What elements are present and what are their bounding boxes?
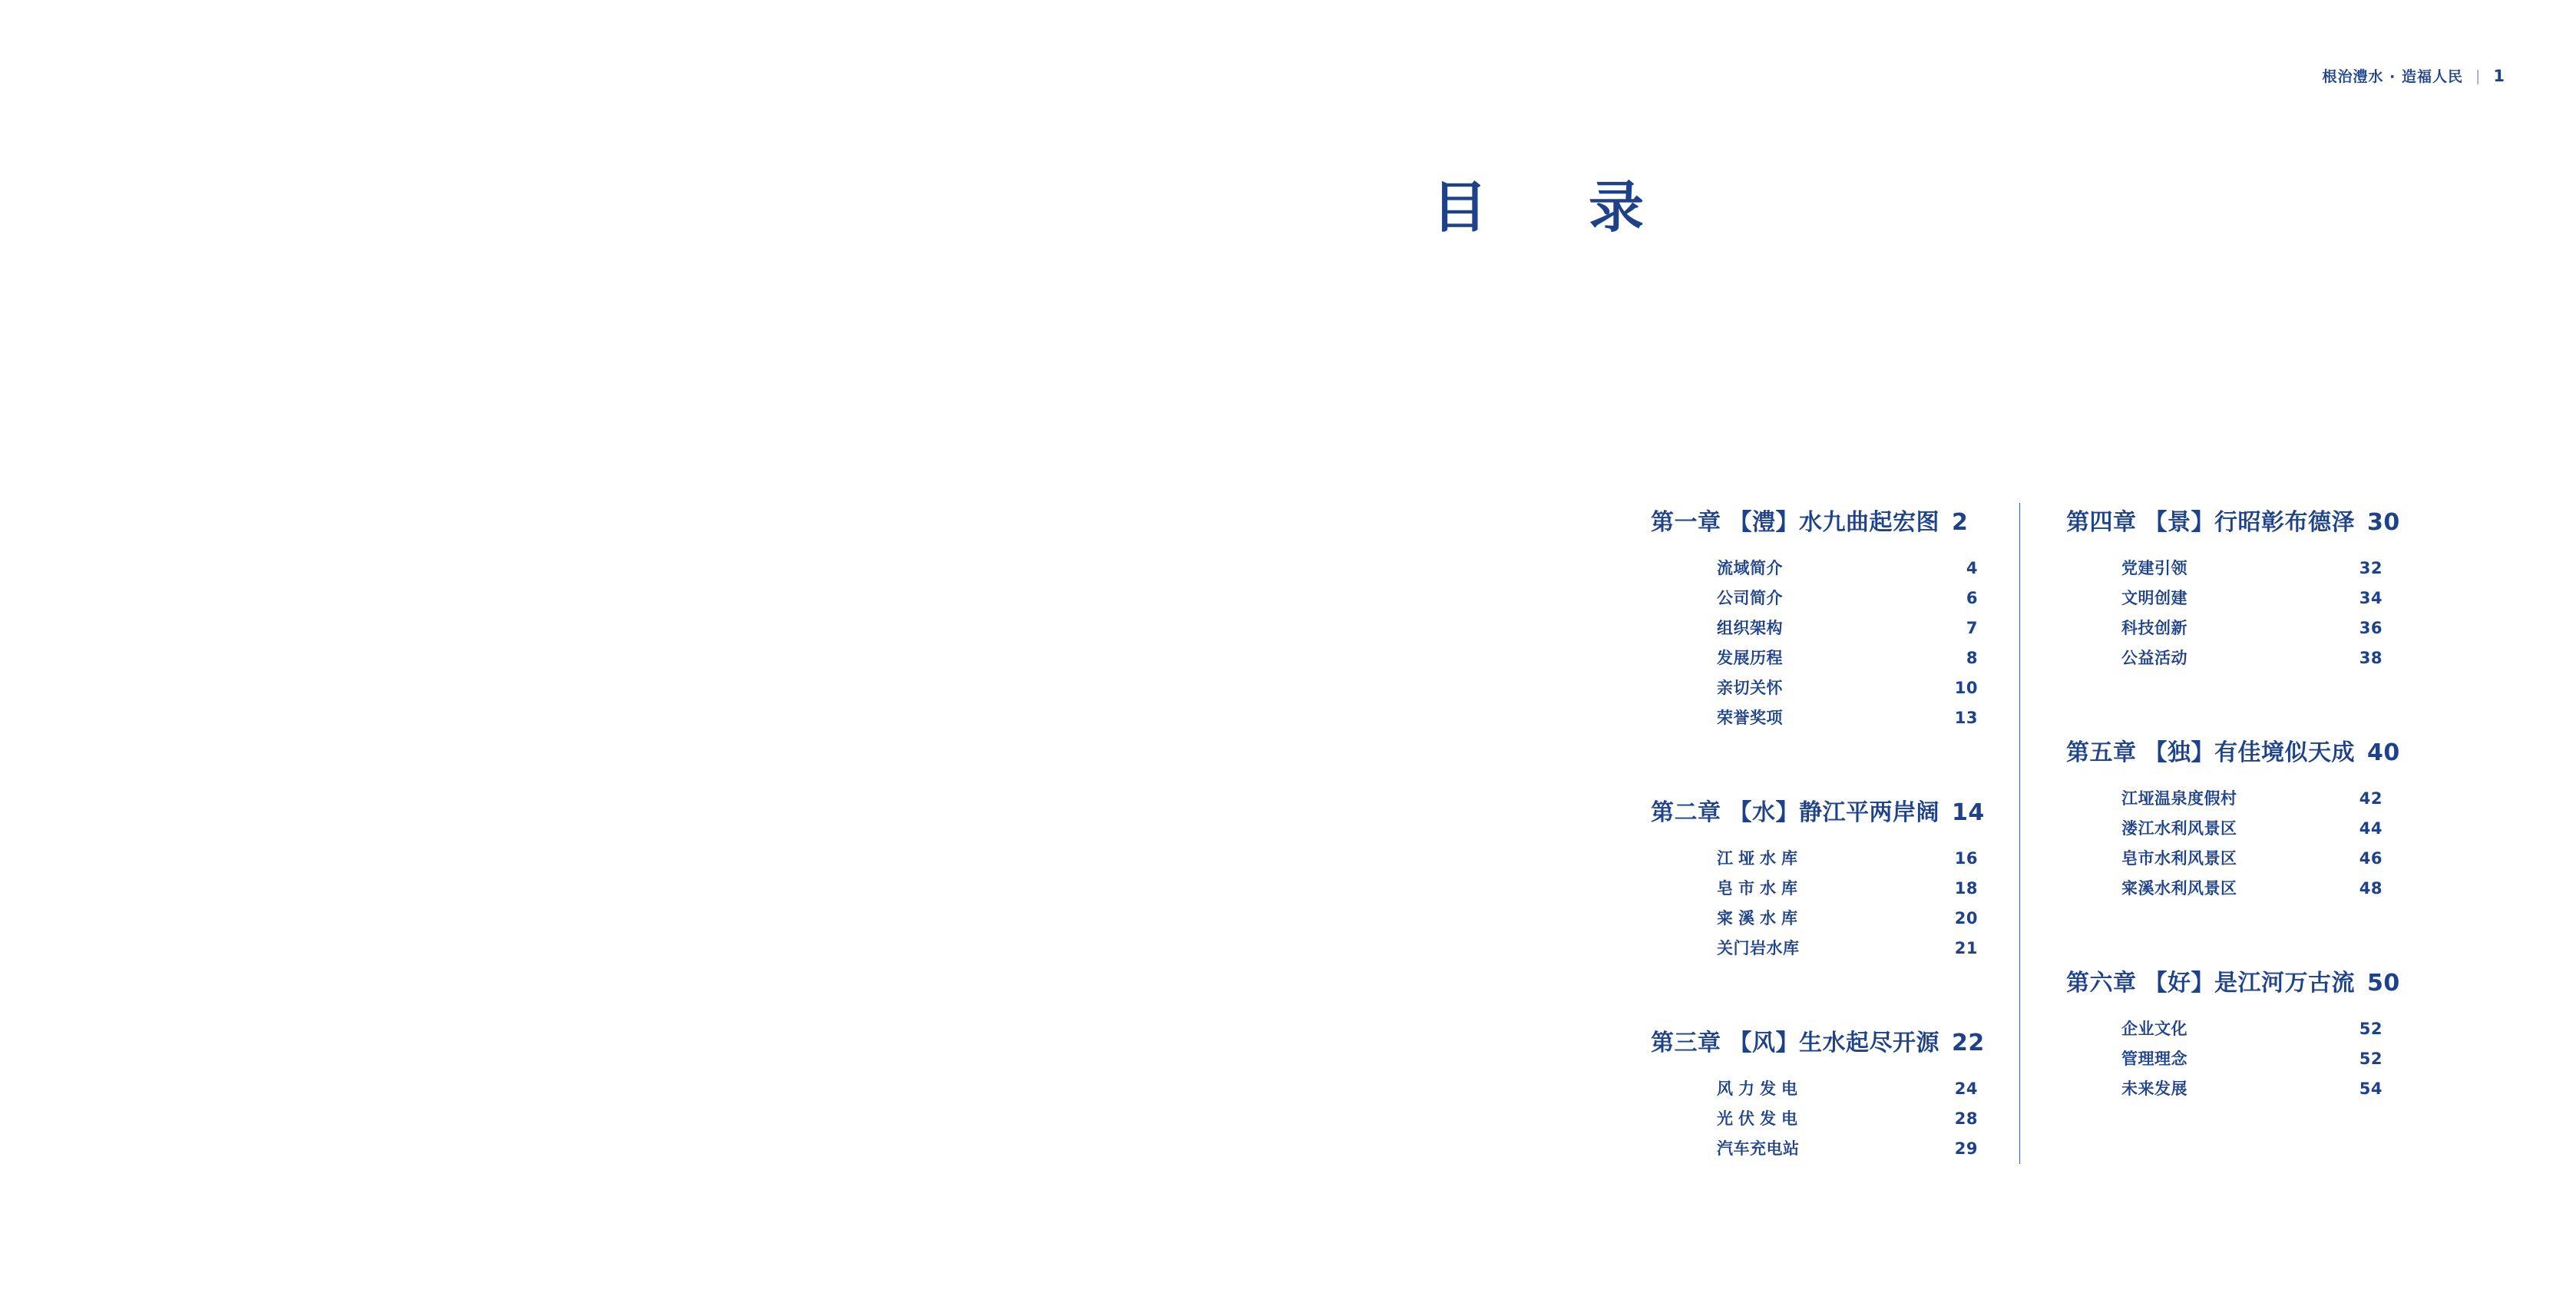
toc-chapter-label: 第五章 bbox=[2066, 739, 2137, 766]
toc-chapter-page: 40 bbox=[2367, 739, 2400, 766]
toc-chapter-name: 【水】静江平两岸阔 bbox=[1728, 799, 1939, 826]
toc-entry[interactable] bbox=[1717, 874, 1978, 904]
toc-entry-page: 46 bbox=[2359, 849, 2383, 868]
toc-entry[interactable] bbox=[2121, 814, 2383, 844]
toc-entry-title: 宷溪水库 bbox=[1717, 909, 1803, 927]
toc-entry-page: 6 bbox=[1966, 589, 1978, 607]
toc-entry[interactable] bbox=[2121, 784, 2383, 814]
toc-chapter-page: 2 bbox=[1952, 509, 1969, 536]
toc-entry-page: 4 bbox=[1966, 559, 1978, 577]
toc-entry-list bbox=[2121, 554, 2383, 673]
toc-entry[interactable] bbox=[1717, 584, 1978, 613]
toc-chapter[interactable] bbox=[2066, 503, 2435, 673]
toc-entry[interactable] bbox=[1717, 844, 1978, 874]
toc-entry[interactable] bbox=[2121, 554, 2383, 584]
page-number: 1 bbox=[2493, 66, 2505, 85]
toc-entry-page: 7 bbox=[1966, 619, 1978, 637]
toc-entry-title: 宷溪水利风景区 bbox=[2121, 879, 2237, 898]
toc-entry[interactable] bbox=[2121, 1074, 2383, 1104]
toc-chapter[interactable] bbox=[1651, 1023, 2019, 1164]
toc-entry-page: 42 bbox=[2359, 789, 2383, 808]
toc-entry-title: 组织架构 bbox=[1717, 619, 1783, 637]
toc-chapter[interactable] bbox=[2066, 733, 2435, 904]
toc-chapter[interactable] bbox=[1651, 503, 2019, 733]
toc-entry-page: 8 bbox=[1966, 649, 1978, 667]
toc-entry-title: 荣誉奖项 bbox=[1717, 709, 1783, 727]
toc-chapter-page: 30 bbox=[2367, 509, 2400, 536]
running-header-title: 根治澧水 · 造福人民 bbox=[2322, 68, 2463, 85]
toc-entry[interactable] bbox=[2121, 643, 2383, 673]
running-header-separator: | bbox=[2475, 67, 2482, 84]
toc-entry[interactable] bbox=[1717, 703, 1978, 733]
toc-chapter-heading[interactable] bbox=[2066, 964, 2435, 997]
toc-chapter-name: 【澧】水九曲起宏图 bbox=[1728, 509, 1939, 536]
toc-entry-title: 公司简介 bbox=[1717, 589, 1783, 607]
toc-entry[interactable] bbox=[1717, 1104, 1978, 1134]
toc-entry[interactable] bbox=[2121, 584, 2383, 613]
toc-entry-title: 公益活动 bbox=[2121, 649, 2187, 667]
toc-chapter[interactable] bbox=[1651, 793, 2019, 964]
toc-entry-title: 企业文化 bbox=[2121, 1020, 2187, 1038]
toc-chapter-name: 【景】行昭彰布德泽 bbox=[2144, 509, 2355, 536]
toc-entry-title: 科技创新 bbox=[2121, 619, 2187, 637]
toc-entry-page: 52 bbox=[2359, 1020, 2383, 1038]
toc-entry-list bbox=[1717, 554, 1978, 733]
toc-entry-list bbox=[2121, 784, 2383, 904]
toc-entry[interactable] bbox=[1717, 1134, 1978, 1164]
toc-column-right bbox=[2020, 503, 2435, 1104]
toc-chapter-heading[interactable] bbox=[2066, 503, 2435, 537]
toc-chapter-name: 【好】是江河万古流 bbox=[2144, 970, 2355, 997]
toc-entry-page: 29 bbox=[1954, 1139, 1978, 1158]
toc-entry-page: 44 bbox=[2359, 819, 2383, 838]
toc-chapter-heading[interactable] bbox=[1651, 793, 2019, 827]
toc-entry-title: 发展历程 bbox=[1717, 649, 1783, 667]
toc-entry-title: 皂市水库 bbox=[1717, 879, 1803, 898]
toc-entry-page: 34 bbox=[2359, 589, 2383, 607]
toc-entry[interactable] bbox=[1717, 554, 1978, 584]
page-title: 目 录 bbox=[1432, 175, 1668, 240]
toc-chapter-page: 14 bbox=[1952, 799, 1985, 826]
toc-entry-title: 溇江水利风景区 bbox=[2121, 819, 2237, 838]
table-of-contents bbox=[1651, 503, 2435, 1164]
toc-entry-title: 流域简介 bbox=[1717, 559, 1783, 577]
toc-entry-title: 光伏发电 bbox=[1717, 1109, 1803, 1128]
toc-chapter-name: 【独】有佳境似天成 bbox=[2144, 739, 2355, 766]
toc-chapter-label: 第六章 bbox=[2066, 970, 2137, 997]
toc-entry-page: 54 bbox=[2359, 1080, 2383, 1098]
toc-entry-title: 江垭温泉度假村 bbox=[2121, 789, 2237, 808]
running-header bbox=[2323, 65, 2505, 86]
toc-entry-title: 党建引领 bbox=[2121, 559, 2187, 577]
toc-entry[interactable] bbox=[2121, 874, 2383, 904]
toc-entry-title: 汽车充电站 bbox=[1717, 1139, 1800, 1158]
toc-entry[interactable] bbox=[2121, 1014, 2383, 1044]
toc-entry-title: 风力发电 bbox=[1717, 1080, 1803, 1098]
toc-chapter-page: 22 bbox=[1952, 1030, 1985, 1056]
toc-chapter[interactable] bbox=[2066, 964, 2435, 1104]
toc-chapter-heading[interactable] bbox=[1651, 503, 2019, 537]
toc-column-left bbox=[1651, 503, 2019, 1164]
toc-entry-title: 文明创建 bbox=[2121, 589, 2187, 607]
toc-chapter-label: 第三章 bbox=[1651, 1030, 1721, 1056]
toc-entry[interactable] bbox=[2121, 1044, 2383, 1074]
toc-entry-page: 36 bbox=[2359, 619, 2383, 637]
toc-entry[interactable] bbox=[1717, 613, 1978, 643]
toc-entry-list bbox=[1717, 1074, 1978, 1164]
toc-chapter-heading[interactable] bbox=[2066, 733, 2435, 767]
toc-entry-title: 关门岩水库 bbox=[1717, 939, 1800, 957]
toc-entry[interactable] bbox=[2121, 613, 2383, 643]
toc-chapter-label: 第一章 bbox=[1651, 509, 1721, 536]
toc-entry-page: 38 bbox=[2359, 649, 2383, 667]
toc-entry-title: 江垭水库 bbox=[1717, 849, 1803, 868]
toc-entry-title: 亲切关怀 bbox=[1717, 679, 1783, 697]
toc-entry-page: 28 bbox=[1954, 1109, 1978, 1128]
toc-entry-page: 48 bbox=[2359, 879, 2383, 898]
toc-entry-page: 24 bbox=[1954, 1080, 1978, 1098]
toc-entry[interactable] bbox=[1717, 1074, 1978, 1104]
toc-entry-page: 13 bbox=[1954, 709, 1978, 727]
toc-entry[interactable] bbox=[1717, 904, 1978, 934]
toc-entry-title: 皂市水利风景区 bbox=[2121, 849, 2237, 868]
toc-entry[interactable] bbox=[2121, 844, 2383, 874]
toc-entry-list bbox=[1717, 844, 1978, 964]
toc-entry-page: 16 bbox=[1954, 849, 1978, 868]
toc-entry-title: 未来发展 bbox=[2121, 1080, 2187, 1098]
toc-entry[interactable] bbox=[1717, 643, 1978, 673]
toc-chapter-label: 第二章 bbox=[1651, 799, 1721, 826]
toc-entry-page: 10 bbox=[1954, 679, 1978, 697]
toc-entry-page: 52 bbox=[2359, 1050, 2383, 1068]
toc-chapter-name: 【风】生水起尽开源 bbox=[1728, 1030, 1939, 1056]
toc-entry-page: 20 bbox=[1954, 909, 1978, 927]
toc-entry-page: 32 bbox=[2359, 559, 2383, 577]
toc-entry-title: 管理理念 bbox=[2121, 1050, 2187, 1068]
toc-chapter-page: 50 bbox=[2367, 970, 2400, 997]
toc-entry[interactable] bbox=[1717, 934, 1978, 964]
toc-entry-page: 18 bbox=[1954, 879, 1978, 898]
toc-chapter-heading[interactable] bbox=[1651, 1023, 2019, 1057]
toc-chapter-label: 第四章 bbox=[2066, 509, 2137, 536]
toc-entry-page: 21 bbox=[1954, 939, 1978, 957]
toc-entry-list bbox=[2121, 1014, 2383, 1104]
toc-entry[interactable] bbox=[1717, 673, 1978, 703]
